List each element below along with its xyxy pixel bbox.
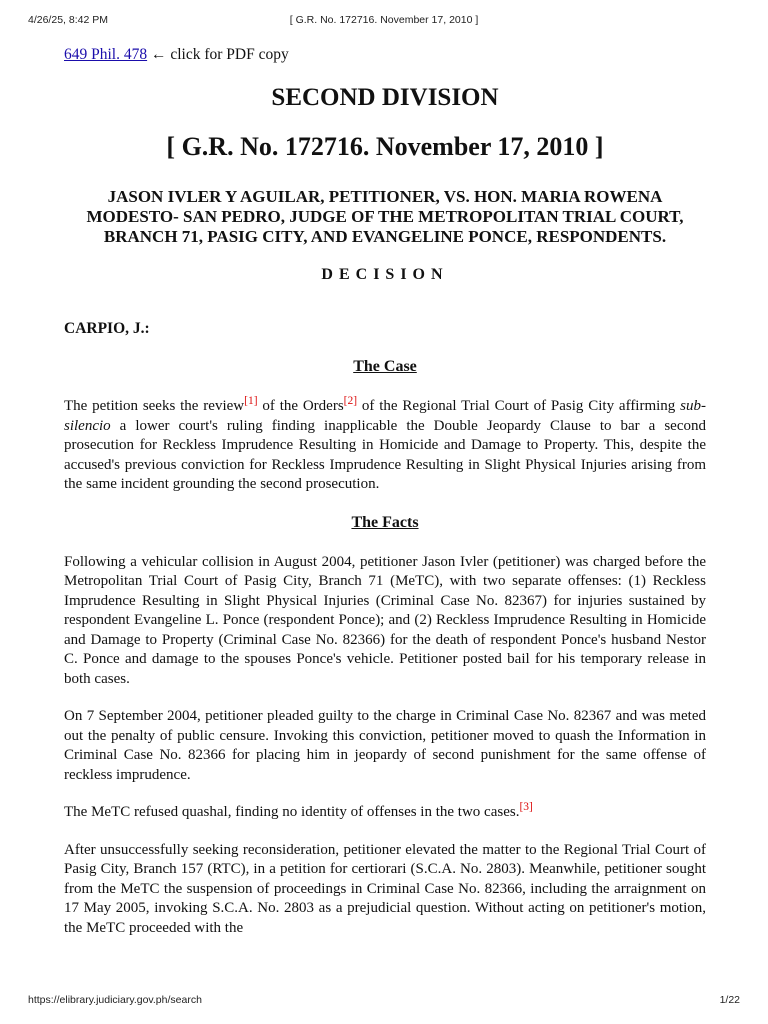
footnote-ref-2[interactable]: [2]	[343, 395, 358, 407]
emphasis-sub-silencio: sub-silencio	[64, 398, 706, 434]
pdf-link-hint: ← click for PDF copy	[147, 46, 289, 63]
print-footer	[28, 994, 740, 1008]
print-page-title: [ G.R. No. 172716. November 17, 2010 ]	[289, 14, 479, 26]
case-number-heading: [ G.R. No. 172716. November 17, 2010 ]	[166, 132, 604, 161]
ponente: CARPIO, J.:	[64, 320, 150, 337]
paragraph-facts-2: On 7 September 2004, petitioner pleaded guilty to the charge in Criminal Case No. 82367 and was meted out the penalty of public censure. Invoking this conviction, petitioner moved to quash the Information in Criminal Case No. 82366 for placing him in jeopardy of second punishment for the same offense of reckless imprudence.	[64, 708, 706, 783]
section-heading-facts: The Facts	[351, 513, 419, 531]
paragraph-facts-4: After unsuccessfully seeking reconsideration, petitioner elevated the matter to the Regional Trial Court of Pasig City, Branch 157 (RTC), in a petition for certiorari (S.C.A. No. 2803). Meanwhile, petitioner sought from the MeTC the suspension of proceedings in Criminal Case No. 82366, including the arraignment on 17 May 2005, invoking S.C.A. No. 2803 as a prejudicial question. Without acting on petitioner's motion, the MeTC proceeded with the	[64, 841, 706, 936]
paragraph-case: The petition seeks the review[1] of the Orders[2] of the Regional Trial Court of Pasig City affirming sub-silencio a lower court's ruling finding inapplicable the Double Jeopardy Clause to bar a second prosecution for Reckless Imprudence Resulting in Homicide and Damage to Property. This, despite the accused's previous conviction for Reckless Imprudence Resulting in Slight Physical Injuries arising from the same incident grounding the second prosecution.	[64, 395, 706, 492]
decision-heading: DECISION	[321, 266, 449, 283]
paragraph-facts-3: The MeTC refused quashal, finding no identity of offenses in the two cases.[3]	[64, 801, 533, 820]
document-body	[64, 42, 706, 938]
pdf-link-line	[64, 42, 706, 68]
pdf-copy-link[interactable]: 649 Phil. 478	[64, 46, 148, 63]
print-url: https://elibrary.judiciary.gov.ph/search	[28, 994, 202, 1006]
section-heading-case: The Case	[353, 358, 417, 375]
footnote-ref-3[interactable]: [3]	[519, 801, 533, 813]
paragraph-facts-1: Following a vehicular collision in August 2004, petitioner Jason Ivler (petitioner) was charged before the Metropolitan Trial Court of Pasig City, Branch 71 (MeTC), with two separate offenses: (1) Reckless Imprudence Resulting in Slight Physical Injuries (Criminal Case No. 82367) for injuries sustained by respondent Evangeline L. Ponce (respondent Ponce); and (2) Reckless Imprudence Resulting in Homicide and Damage to Property (Criminal Case No. 82366) for the death of respondent Ponce's husband Nestor C. Ponce and damage to the spouses Ponce's vehicle. Petitioner posted bail for his temporary release in both cases.	[64, 553, 706, 687]
footnote-ref-1[interactable]: [1]	[244, 395, 258, 407]
print-header	[28, 14, 740, 28]
case-parties: JASON IVLER Y AGUILAR, PETITIONER, VS. HON. MARIA ROWENA MODESTO- SAN PEDRO, JUDGE OF THE METROPOLITAN TRIAL COURT, BRANCH 71, PASIG CITY, AND EVANGELINE PONCE, RESPONDENTS.	[86, 187, 684, 246]
division-heading: SECOND DIVISION	[271, 84, 499, 111]
print-datetime: 4/26/25, 8:42 PM	[28, 14, 108, 26]
print-page-number: 1/22	[719, 994, 740, 1006]
